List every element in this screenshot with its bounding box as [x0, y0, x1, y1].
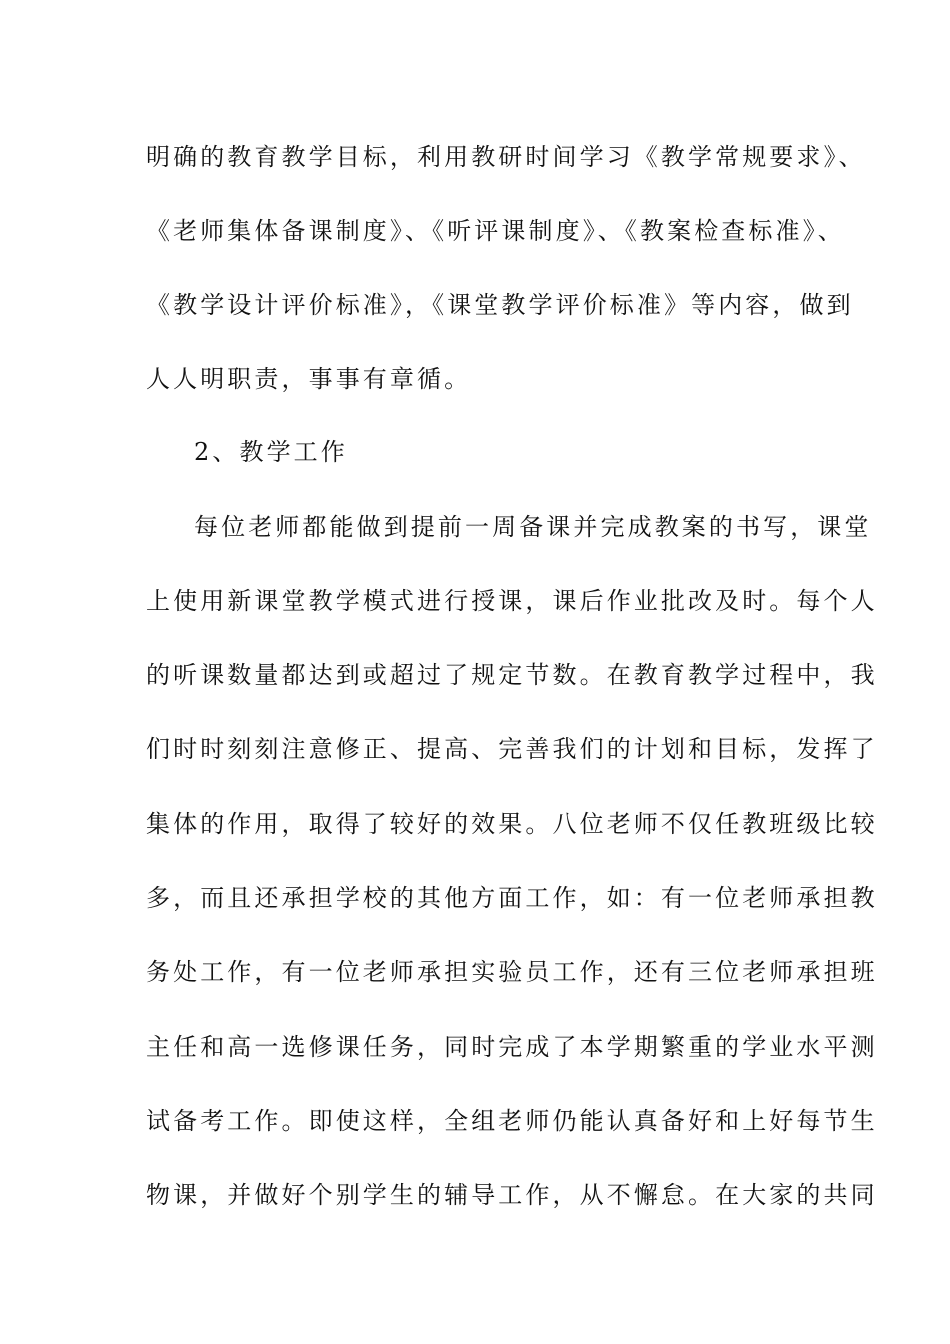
text-line: 集体的作用，取得了较好的效果。八位老师不仅任教班级比较	[146, 810, 878, 838]
text-line: 物课，并做好个别学生的辅导工作，从不懈怠。在大家的共同	[146, 1181, 878, 1209]
text-line: 每位老师都能做到提前一周备课并完成教案的书写，课堂	[194, 513, 872, 541]
text-line: 上使用新课堂教学模式进行授课，课后作业批改及时。每个人	[146, 587, 878, 615]
text-line: 人人明职责，事事有章循。	[146, 365, 472, 393]
text-line: 明确的教育教学目标，利用教研时间学习《教学常规要求》、	[146, 143, 866, 171]
section-heading: 2、教学工作	[194, 438, 348, 466]
text-line: 们时时刻刻注意修正、提高、完善我们的计划和目标，发挥了	[146, 735, 878, 763]
text-line: 务处工作，有一位老师承担实验员工作，还有三位老师承担班	[146, 958, 878, 986]
text-line: 《教学设计评价标准》，《课堂教学评价标准》等内容，做到	[146, 291, 854, 319]
text-line: 主任和高一选修课任务，同时完成了本学期繁重的学业水平测	[146, 1033, 878, 1061]
text-line: 《老师集体备课制度》、《听评课制度》、《教案检查标准》、	[146, 217, 845, 245]
text-line: 多，而且还承担学校的其他方面工作，如：有一位老师承担教	[146, 884, 878, 912]
text-line: 试备考工作。即使这样，全组老师仍能认真备好和上好每节生	[146, 1107, 878, 1135]
text-line: 的听课数量都达到或超过了规定节数。在教育教学过程中，我	[146, 661, 878, 689]
